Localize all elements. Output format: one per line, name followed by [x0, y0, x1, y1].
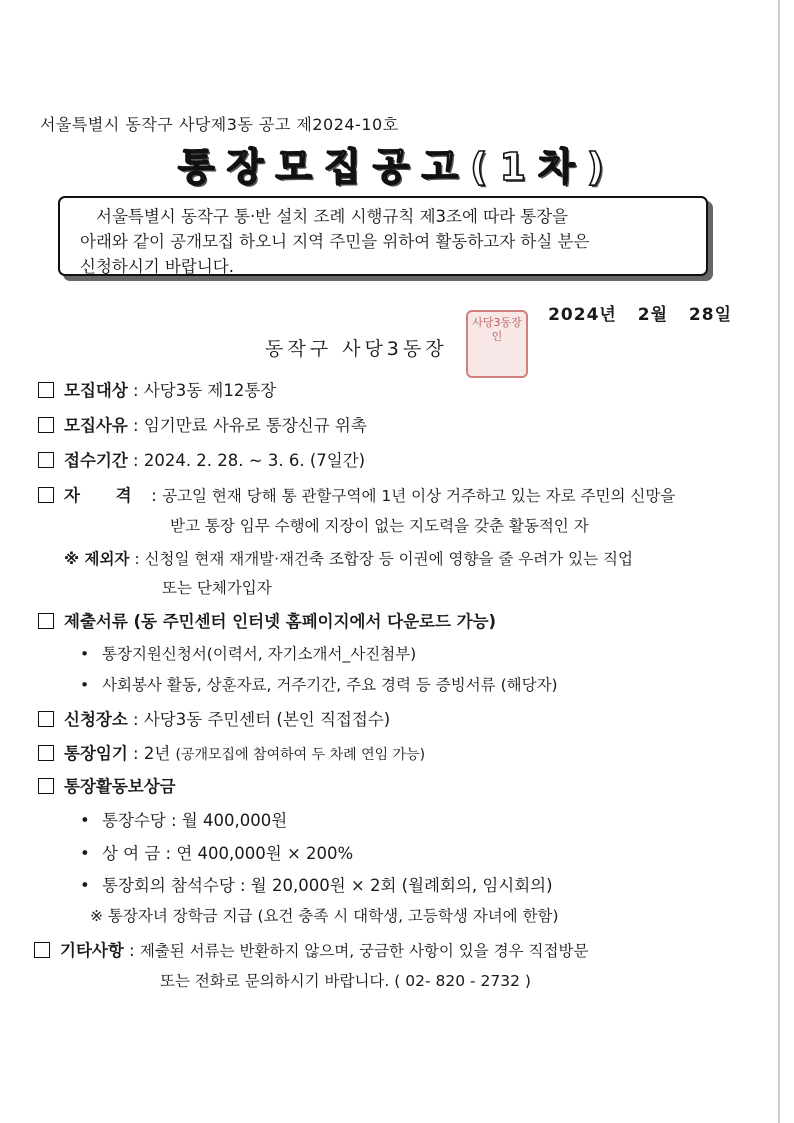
qualification-line2: 받고 통장 임무 수행에 지장이 없는 지도력을 갖춘 활동적인 자 [170, 517, 589, 535]
item-place: 신청장소 : 사당3동 주민센터 (본인 직접접수) [38, 706, 390, 730]
checkbox-icon [38, 745, 54, 761]
item-exclusion: ※ 제외자 : 신청일 현재 재개발·재건축 조합장 등 이권에 영향을 줄 우려가 있는 직업 [64, 550, 633, 568]
compensation-item: • 통장수당 : 월 400,000원 [80, 811, 288, 830]
document-item: • 사회봉사 활동, 상훈자료, 거주기간, 주요 경력 등 증빙서류 (해당자) [80, 676, 558, 694]
checkbox-icon [38, 778, 54, 794]
notice-date: 2024년 2월 28일 [548, 305, 732, 325]
item-period: 접수기간 : 2024. 2. 28. ~ 3. 6. (7일간) [38, 447, 365, 471]
other-line2: 또는 전화로 문의하시기 바랍니다. ( 02- 820 - 2732 ) [160, 972, 531, 990]
page-title: 통장모집공고(1차) [177, 145, 617, 189]
item-reason: 모집사유 : 임기만료 사유로 통장신규 위촉 [38, 412, 367, 436]
document-item: • 통장지원신청서(이력서, 자기소개서_사진첨부) [80, 645, 417, 663]
checkbox-icon [38, 382, 54, 398]
checkbox-icon [38, 711, 54, 727]
compensation-item: • 상 여 금 : 연 400,000원 × 200% [80, 844, 354, 863]
intro-line: 서울특별시 동작구 통·반 설치 조례 시행규칙 제3조에 따라 통장을 [96, 207, 569, 226]
item-other: 기타사항 : 제출된 서류는 반환하지 않으며, 궁금한 사항이 있을 경우 직접방문 [34, 937, 588, 961]
checkbox-icon [38, 417, 54, 433]
item-target: 모집대상 : 사당3동 제12통장 [38, 377, 276, 401]
intro-line: 신청하시기 바랍니다. [80, 257, 234, 276]
official-seal-icon: 사당3동장인 [466, 310, 528, 378]
intro-line: 아래와 같이 공개모집 하오니 지역 주민을 위하여 활동하고자 하실 분은 [80, 232, 590, 251]
signer: 동작구 사당3동장 [265, 338, 448, 360]
compensation-note: ※ 통장자녀 장학금 지급 (요건 충족 시 대학생, 고등학생 자녀에 한함) [90, 907, 559, 925]
checkbox-icon [38, 452, 54, 468]
item-documents: 제출서류 (동 주민센터 인터넷 홈페이지에서 다운로드 가능) [38, 608, 496, 632]
notice-reference: 서울특별시 동작구 사당제3동 공고 제2024-10호 [40, 115, 399, 134]
checkbox-icon [38, 613, 54, 629]
item-qualification: 자 격 : 공고일 현재 당해 통 관할구역에 1년 이상 거주하고 있는 자로 주민의 신망을 [38, 482, 675, 506]
checkbox-icon [38, 487, 54, 503]
exclusion-line2: 또는 단체가입자 [162, 579, 272, 597]
checkbox-icon [34, 942, 50, 958]
item-compensation: 통장활동보상금 [38, 773, 176, 797]
compensation-item: • 통장회의 참석수당 : 월 20,000원 × 2회 (월례회의, 임시회의) [80, 876, 553, 895]
item-term: 통장임기 : 2년 (공개모집에 참여하여 두 차례 연임 가능) [38, 740, 425, 764]
